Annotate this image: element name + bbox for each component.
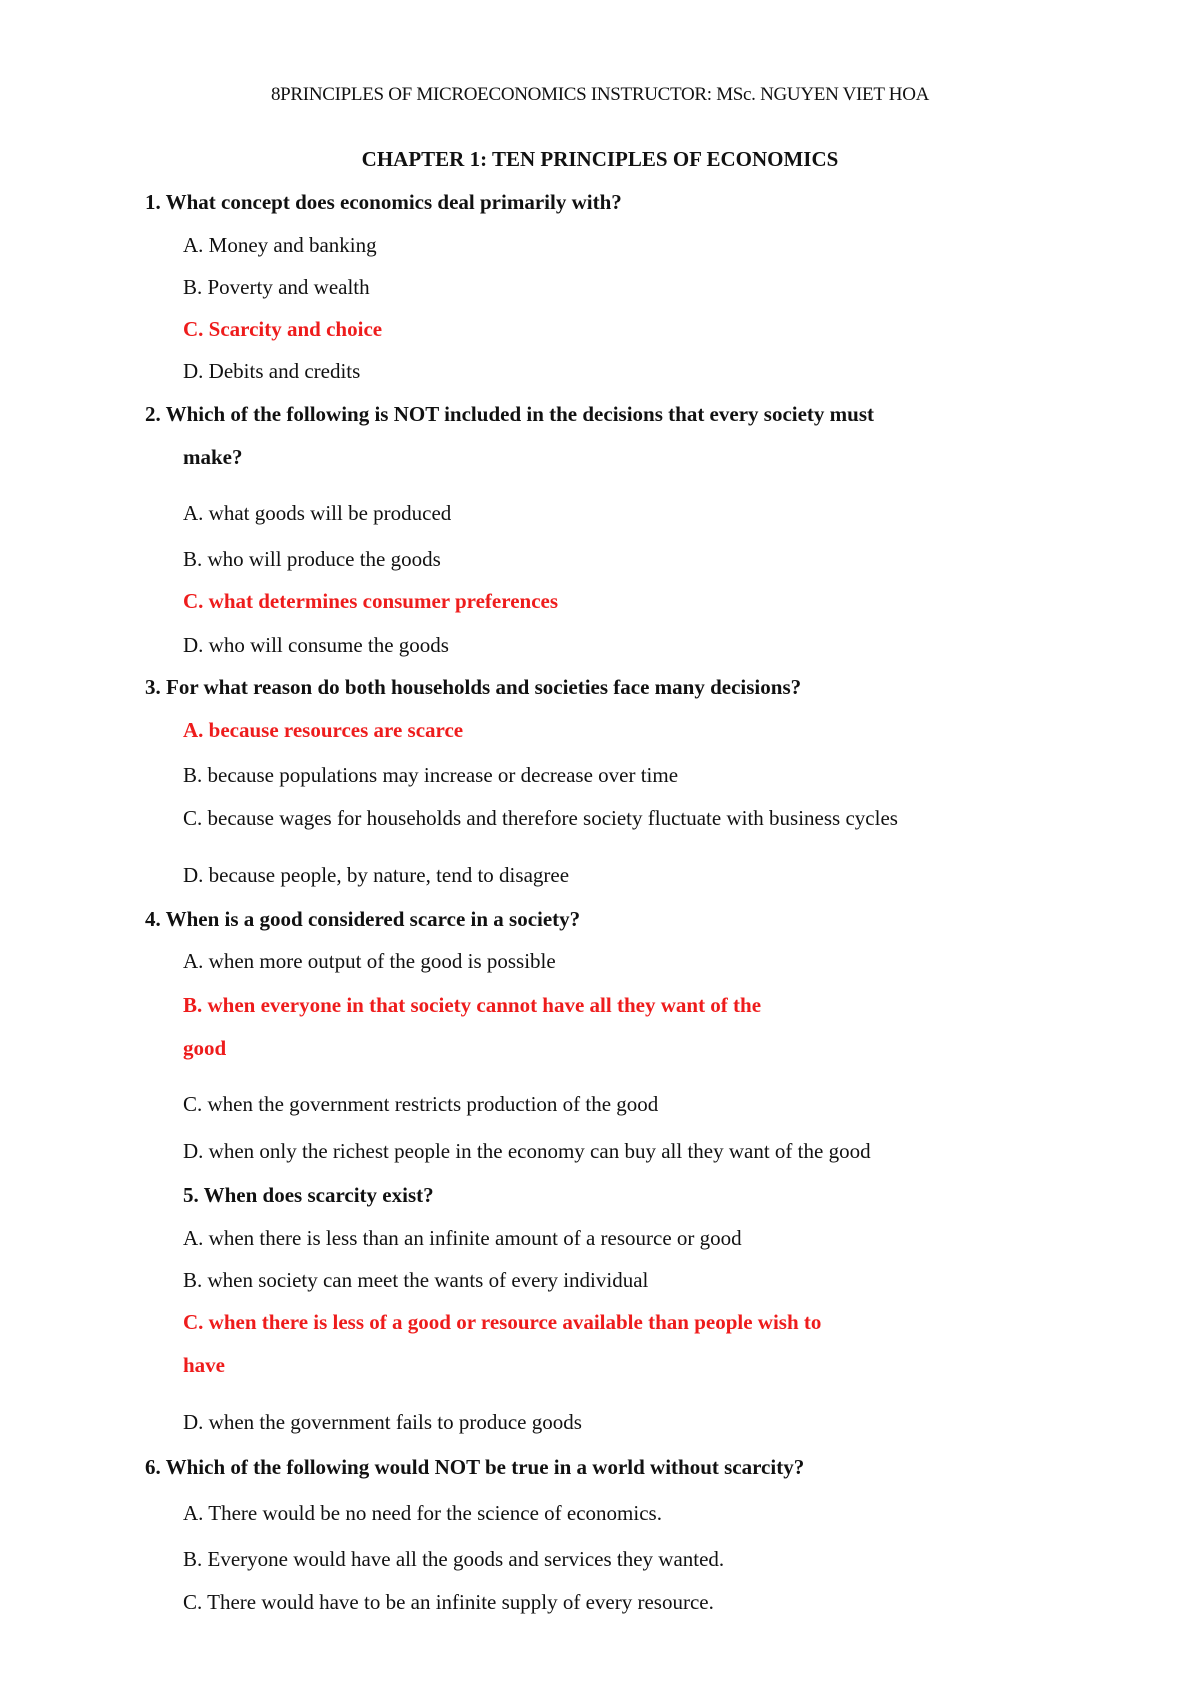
q4-option-c: C. when the government restricts production of the good bbox=[183, 1092, 659, 1116]
q4-option-b-correct-cont: good bbox=[183, 1036, 227, 1060]
q3-option-a-correct: A. because resources are scarce bbox=[183, 718, 464, 742]
q3-option-b: B. because populations may increase or decrease over time bbox=[183, 763, 679, 787]
question-2-text-cont: make? bbox=[183, 445, 243, 469]
chapter-title: CHAPTER 1: TEN PRINCIPLES OF ECONOMICS bbox=[361, 147, 839, 171]
q6-option-c: C. There would have to be an infinite supply of every resource. bbox=[183, 1590, 714, 1614]
q4-option-b-correct: B. when everyone in that society cannot have all they want of the bbox=[183, 993, 762, 1017]
question-5-text: 5. When does scarcity exist? bbox=[183, 1183, 434, 1207]
question-3-text: 3. For what reason do both households and societies face many decisions? bbox=[145, 675, 802, 699]
q1-option-c-correct: C. Scarcity and choice bbox=[183, 317, 383, 341]
q3-option-c: C. because wages for households and therefore society fluctuate with business cycles bbox=[183, 806, 898, 830]
q2-option-b: B. who will produce the goods bbox=[183, 547, 441, 571]
question-4-text: 4. When is a good considered scarce in a society? bbox=[145, 907, 581, 931]
question-1-text: 1. What concept does economics deal primarily with? bbox=[145, 190, 622, 214]
q5-option-c-correct: C. when there is less of a good or resource available than people wish to bbox=[183, 1310, 822, 1334]
q3-option-d: D. because people, by nature, tend to disagree bbox=[183, 863, 570, 887]
q5-option-d: D. when the government fails to produce goods bbox=[183, 1410, 582, 1434]
q1-option-a: A. Money and banking bbox=[183, 233, 377, 257]
q6-option-b: B. Everyone would have all the goods and services they wanted. bbox=[183, 1547, 725, 1571]
q1-option-d: D. Debits and credits bbox=[183, 359, 361, 383]
q4-option-d: D. when only the richest people in the economy can buy all they want of the good bbox=[183, 1139, 871, 1163]
page-header: 8PRINCIPLES OF MICROECONOMICS INSTRUCTOR: MSc. NGUYEN VIET HOA bbox=[270, 84, 930, 105]
q5-option-a: A. when there is less than an infinite amount of a resource or good bbox=[183, 1226, 742, 1250]
question-6-text: 6. Which of the following would NOT be true in a world without scarcity? bbox=[145, 1455, 805, 1479]
q1-option-b: B. Poverty and wealth bbox=[183, 275, 370, 299]
question-2-text: 2. Which of the following is NOT included in the decisions that every society must bbox=[145, 402, 875, 426]
q2-option-c-correct: C. what determines consumer preferences bbox=[183, 589, 559, 613]
q6-option-a: A. There would be no need for the science of economics. bbox=[183, 1501, 662, 1525]
q2-option-a: A. what goods will be produced bbox=[183, 501, 452, 525]
q2-option-d: D. who will consume the goods bbox=[183, 633, 449, 657]
q4-option-a: A. when more output of the good is possible bbox=[183, 949, 556, 973]
q5-option-c-correct-cont: have bbox=[183, 1353, 225, 1377]
q5-option-b: B. when society can meet the wants of every individual bbox=[183, 1268, 649, 1292]
